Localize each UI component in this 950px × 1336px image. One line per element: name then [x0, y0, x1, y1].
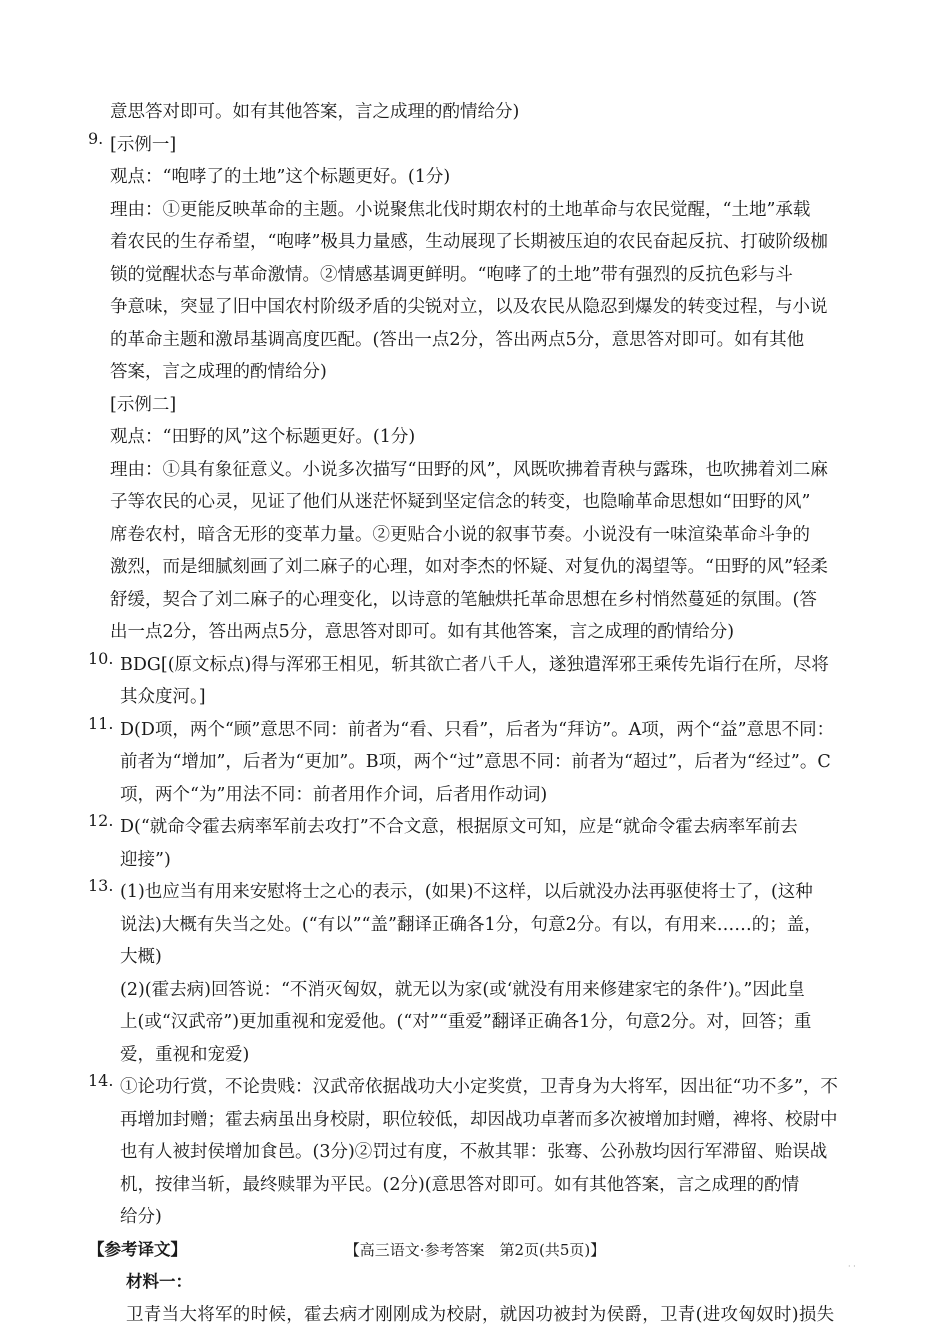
question-number: 9.	[88, 128, 104, 148]
question-number: 12.	[88, 811, 114, 830]
example-1-reason-line: 着农民的生存希望，“咆哮”极具力量感，生动展现了长期被压迫的农民奋起反抗、打破阶级枷	[110, 232, 828, 252]
question-9	[88, 129, 868, 649]
answer-line: 项，两个“为”用法不同：前者用作介词，后者用作动词)	[120, 784, 548, 805]
intro-line: 意思答对即可。如有其他答案，言之成理的酌情给分)	[110, 102, 520, 122]
question-number: 11.	[88, 713, 114, 733]
answer-line: ①论功行赏，不论贵贱：汉武帝依据战功大小定奖赏，卫青身为大将军，因出征“功不多”，不	[120, 1077, 838, 1097]
question-10	[88, 649, 868, 714]
answer-line: BDG[(原文标点)得与浑邪王相见，斩其欲亡者八千人，遂独遣浑邪王乘传先诣行在所，尽将	[120, 654, 829, 675]
example-1-label: [示例一]	[110, 134, 177, 155]
answer-line: 其众度河。]	[120, 687, 206, 707]
translation-heading: 【参考译文】	[88, 1239, 187, 1259]
example-1-reason-line: 答案，言之成理的酌情给分)	[110, 362, 327, 382]
example-2-reason-line: 出一点2分，答出两点5分，意思答对即可。如有其他答案，言之成理的酌情给分)	[110, 622, 735, 642]
example-2-reason-line: 理由：①具有象征意义。小说多次描写“田野的风”，风既吹拂着青秧与露珠，也吹拂着刘二麻	[110, 459, 828, 480]
answer-line: D(D项，两个“顾”意思不同：前者为“看、只看”，后者为“拜访”。A项，两个“益”意思不同：	[120, 719, 835, 740]
corner-mark: · ·	[848, 1262, 856, 1271]
answer-line: 前者为“增加”，后者为“更加”。B项，两个“过”意思不同：前者为“超过”，后者为“经过”。C	[120, 752, 831, 772]
example-1-reason-line: 的革命主题和激昂基调高度匹配。(答出一点2分，答出两点5分，意思答对即可。如有其他	[110, 329, 805, 350]
answer-line: 给分)	[120, 1207, 162, 1227]
question-11	[88, 714, 868, 812]
translation-line: 卫青当大将军的时候，霍去病才刚刚成为校尉，就因功被封为侯爵，卫青(进攻匈奴时)损失	[126, 1304, 835, 1325]
answer-line: 再增加封赠；霍去病虽出身校尉，职位较低，却因战功卓著而多次被增加封赠，裨将、校尉中	[120, 1109, 838, 1130]
material-label: 材料一：	[126, 1272, 192, 1291]
question-12	[88, 811, 868, 876]
answer-line: 也有人被封侯增加食邑。(3分)②罚过有度，不赦其罪：张骞、公孙敖均因行军滞留、贻误战	[120, 1142, 828, 1162]
example-2-reason-line: 席卷农村，暗含无形的变革力量。②更贴合小说的叙事节奏。小说没有一味渲染革命斗争的	[110, 524, 810, 545]
question-number: 10.	[88, 648, 114, 668]
answer-line: 大概)	[120, 947, 162, 967]
example-2-view: 观点：“田野的风”这个标题更好。(1分)	[110, 427, 416, 447]
example-2-label: [示例二]	[110, 394, 177, 415]
example-2-reason-line: 子等农民的心灵，见证了他们从迷茫怀疑到坚定信念的转变，也隐喻革命思想如“田野的风”	[110, 492, 811, 512]
example-2-reason-line: 激烈，而是细腻刻画了刘二麻子的心理，如对李杰的怀疑、对复仇的渴望等。“田野的风”轻柔	[110, 557, 828, 577]
question-14	[88, 1071, 868, 1234]
example-2-reason-line: 舒缓，契合了刘二麻子的心理变化，以诗意的笔触烘托革命思想在乡村悄然蔓延的氛围。(答	[110, 589, 817, 610]
answer-line: 爱，重视和宠爱)	[120, 1044, 250, 1065]
example-1-reason-line: 锁的觉醒状态与革命激情。②情感基调更鲜明。“咆哮了的土地”带有强烈的反抗色彩与斗	[110, 264, 793, 285]
question-number: 14.	[88, 1071, 114, 1090]
answer-line: 上(或“汉武帝”)更加重视和宠爱他。(“对”“重爱”翻译正确各1分，句意2分。对，回答；重	[120, 1012, 812, 1032]
answer-line: 说法)大概有失当之处。(“有以”“盖”翻译正确各1分，句意2分。有以，有用来……的；盖，	[120, 914, 822, 935]
example-1-view: 观点：“咆哮了的土地”这个标题更好。(1分)	[110, 167, 451, 187]
page-footer: 【高三语文·参考答案 第2页(共5页)】	[344, 1241, 606, 1259]
answer-content	[88, 96, 868, 1331]
example-1-reason-line: 争意味，突显了旧中国农村阶级矛盾的尖锐对立，以及农民从隐忍到爆发的转变过程，与小说	[110, 297, 828, 317]
question-number: 13.	[88, 876, 114, 895]
answer-line: 机，按律当斩，最终赎罪为平民。(2分)(意思答对即可。如有其他答案，言之成理的酌情	[120, 1174, 800, 1195]
answer-line: (1)也应当有用来安慰将士之心的表示，(如果)不这样，以后就没办法再驱使将士了，(这种	[120, 882, 813, 902]
answer-line: (2)(霍去病)回答说：“不消灭匈奴，就无以为家(或‘就没有用来修建家宅的条件’)。”因此皇	[120, 979, 805, 1000]
answer-line: D(“就命令霍去病率军前去攻打”不合文意，根据原文可知，应是“就命令霍去病率军前去	[120, 817, 798, 837]
answer-line: 迎接”)	[120, 849, 171, 870]
question-13	[88, 876, 868, 1071]
example-1-reason-line: 理由：①更能反映革命的主题。小说聚焦北伐时期农村的土地革命与农民觉醒，“土地”承载	[110, 199, 811, 220]
